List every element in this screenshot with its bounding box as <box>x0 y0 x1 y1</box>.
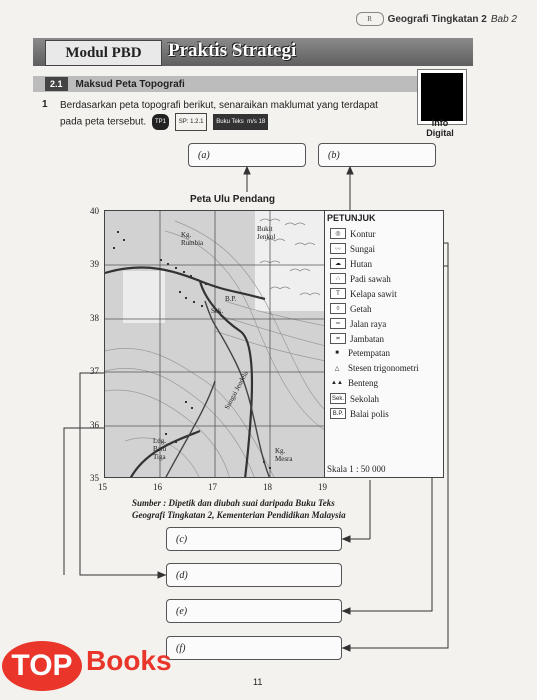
info-label: Info <box>431 118 449 128</box>
chapter-label: Bab 2 <box>490 13 517 25</box>
x-tick: 18 <box>263 482 272 492</box>
source-line: Sumber : Dipetik dan diubah suai daripada Buku Teks <box>132 498 335 508</box>
place-kg-rumbia <box>181 231 203 247</box>
legend-label: Stesen trigonometri <box>348 363 419 373</box>
y-tick: 37 <box>90 366 99 376</box>
place-ldg-line3: Tiga <box>153 453 166 461</box>
answer-box-e[interactable]: (e) <box>166 599 342 623</box>
x-tick: 17 <box>208 482 217 492</box>
rubber-icon: ◊ <box>330 303 346 314</box>
legend-item-jambatan <box>330 333 384 344</box>
section-number: 2.1 <box>45 77 68 91</box>
publisher-logo: R <box>356 12 384 26</box>
y-tick: 39 <box>90 259 99 269</box>
place-kg-mesra <box>275 447 293 463</box>
legend-label: Hutan <box>350 258 372 269</box>
y-tick: 38 <box>90 313 99 323</box>
answer-box-d[interactable]: (d) <box>166 563 342 587</box>
legend-label: Petempatan <box>348 348 390 358</box>
page-number: 11 <box>253 677 263 687</box>
x-tick: 16 <box>153 482 162 492</box>
answer-box-a[interactable]: (a) <box>188 143 306 167</box>
legend-item-sekolah <box>330 393 379 404</box>
legend-label: Kontur <box>350 228 376 239</box>
legend-item-polis <box>330 408 389 419</box>
school-icon: Sek. <box>330 393 346 404</box>
place-sekolah: Sek. <box>211 307 224 315</box>
textbook-badge-label: Buku Teks <box>216 119 244 125</box>
legend-label: Padi sawah <box>350 273 391 284</box>
legend-item-kelapa <box>330 288 397 299</box>
map-title: Peta Ulu Pendang <box>190 194 276 205</box>
watermark-top: TOP <box>2 641 82 691</box>
legend-item-getah <box>330 303 372 314</box>
praktis-title: Praktis Strategi <box>168 40 297 61</box>
y-tick: 35 <box>90 473 99 483</box>
legend-label: Kelapa sawit <box>350 288 397 299</box>
legend-label: Jalan raya <box>350 318 387 329</box>
answer-box-f[interactable]: (f) <box>166 636 342 660</box>
source-line: Geografi Tingkatan 2, Kementerian Pendidikan Malaysia <box>132 510 346 520</box>
legend-item-padi <box>330 273 391 284</box>
answer-box-c[interactable]: (c) <box>166 527 342 551</box>
y-tick: 40 <box>90 206 99 216</box>
place-ldg-batu-tiga <box>153 437 166 461</box>
forest-icon: ☁ <box>330 258 346 269</box>
digital-label: Digital <box>426 128 454 138</box>
source-citation <box>132 497 362 521</box>
legend-item-trig <box>330 363 419 373</box>
place-kg-mesra-line1: Kg. <box>275 447 286 455</box>
section-title: Maksud Peta Topografi <box>75 78 185 90</box>
place-kg-mesra-line2: Mesra <box>275 455 293 463</box>
place-bukit-jenkol <box>257 225 275 241</box>
x-tick: 15 <box>98 482 107 492</box>
modul-title: Modul PBD <box>45 40 162 66</box>
textbook-badge-page: m/s 18 <box>247 119 266 125</box>
legend-item-kontur <box>330 228 376 239</box>
place-ldg-line1: Ldg. <box>153 437 167 445</box>
trig-station-icon: △ <box>334 365 340 372</box>
legend-label: Getah <box>350 303 372 314</box>
legend-item-hutan <box>330 258 372 269</box>
legend-label: Sekolah <box>350 393 379 404</box>
legend-item-jalan <box>330 318 386 329</box>
bridge-icon: ≍ <box>330 333 346 344</box>
x-tick: 19 <box>318 482 327 492</box>
legend-title: PETUNJUK <box>327 213 376 223</box>
embankment-icon: ▲▲ <box>331 380 343 386</box>
contour-icon: ◎ <box>330 228 346 239</box>
settlement-icon: ■ <box>335 350 339 356</box>
legend-item-petempatan <box>330 348 390 358</box>
legend-label: Sungai <box>350 243 376 254</box>
legend-label: Balai polis <box>350 408 389 419</box>
place-balai-polis: B.P. <box>225 295 237 303</box>
topographic-map <box>104 210 325 478</box>
place-ldg-line2: Batu <box>153 445 167 453</box>
legend-label: Benteng <box>348 378 378 388</box>
place-kg-rumbia-line2: Rumbia <box>181 239 204 247</box>
river-icon: 〰 <box>330 243 346 254</box>
sp-badge: SP: 1.2.1 <box>175 113 208 131</box>
river-name: Sungai Jendela <box>223 369 250 411</box>
paddy-icon: ∴ <box>330 273 346 284</box>
palm-icon: T <box>330 288 346 299</box>
book-title: Geografi Tingkatan 2 <box>387 13 487 25</box>
legend-item-sungai <box>330 243 375 254</box>
y-tick: 36 <box>90 420 99 430</box>
place-kg-rumbia-line1: Kg. <box>181 231 192 239</box>
police-icon: B.P. <box>330 408 346 419</box>
tp-badge: TP1 <box>152 114 169 130</box>
legend-item-benteng <box>330 378 378 388</box>
question-number: 1 <box>42 99 48 110</box>
legend-label: Jambatan <box>350 333 384 344</box>
road-icon: ═ <box>330 318 346 329</box>
place-bukit-jenkol-line1: Bukit <box>257 225 273 233</box>
map-scale: Skala 1 : 50 000 <box>327 464 386 474</box>
map-drawing <box>105 211 325 478</box>
answer-box-b[interactable]: (b) <box>318 143 436 167</box>
topbooks-watermark <box>2 637 182 699</box>
watermark-books: Books <box>86 645 172 676</box>
question-body: Berdasarkan peta topografi berikut, senaraikan maklumat yang terdapat pada peta tersebut. <box>60 100 378 128</box>
place-bukit-jenkol-line2: Jenkol <box>257 233 276 241</box>
